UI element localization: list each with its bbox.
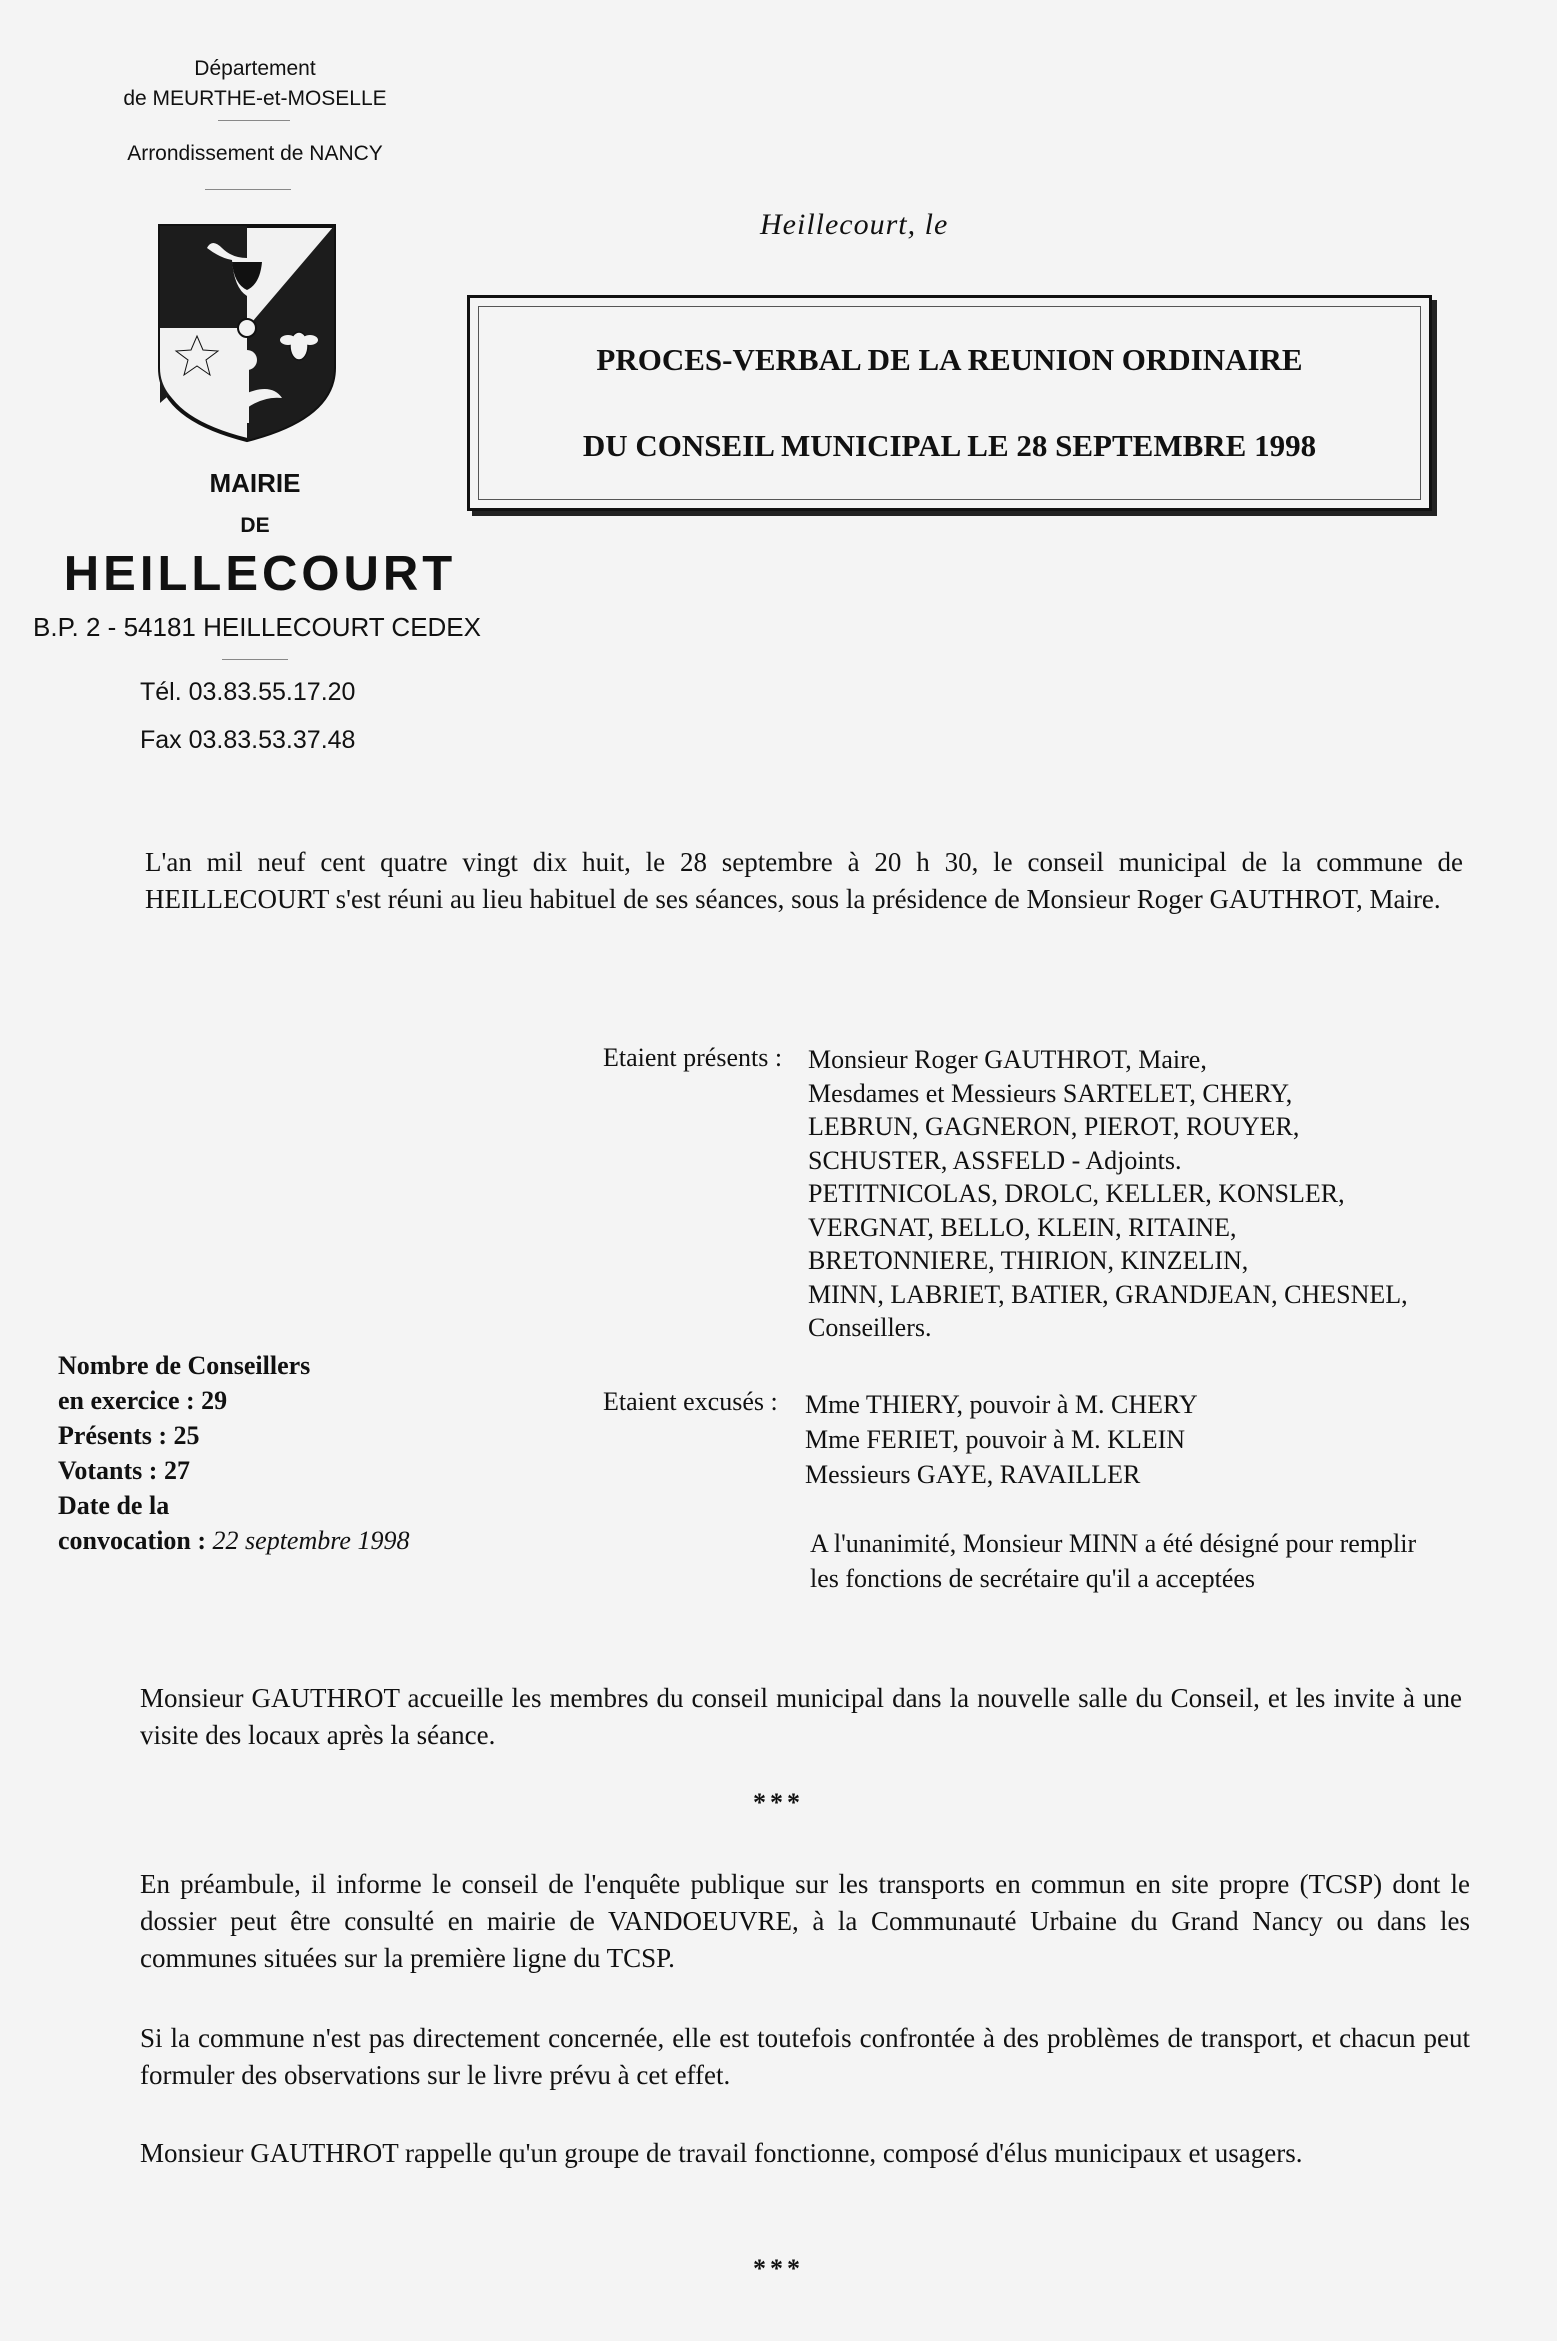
coat-of-arms-icon <box>152 218 342 448</box>
department-heading <box>80 54 430 114</box>
excuses-list <box>805 1387 1505 1492</box>
list-item: Monsieur Roger GAUTHROT, Maire, <box>808 1045 1207 1074</box>
stats-presents: Présents : 25 <box>58 1421 200 1450</box>
presents-label: Etaient présents : <box>603 1043 783 1072</box>
telephone: Tél. 03.83.55.17.20 <box>140 678 356 706</box>
council-stats <box>58 1348 558 1558</box>
place-date: Heillecourt, le <box>760 208 949 241</box>
list-item: LEBRUN, GAGNERON, PIEROT, ROUYER, <box>808 1112 1300 1141</box>
stats-exercice: en exercice : 29 <box>58 1386 228 1415</box>
secretary-note <box>810 1526 1530 1596</box>
list-item: Messieurs GAYE, RAVAILLER <box>805 1460 1141 1489</box>
title-line-1: PROCES-VERBAL DE LA REUNION ORDINAIRE <box>596 342 1303 377</box>
divider <box>222 659 288 660</box>
divider <box>205 189 291 190</box>
stats-votants: Votants : 27 <box>58 1456 190 1485</box>
list-item: PETITNICOLAS, DROLC, KELLER, KONSLER, <box>808 1179 1345 1208</box>
mairie-label: MAIRIE <box>209 468 301 498</box>
welcome-paragraph: Monsieur GAUTHROT accueille les membres du conseil municipal dans la nouvelle salle du Conseil, et les invite à une visite des locaux après la séance. <box>140 1683 1462 1750</box>
secretary-line: A l'unanimité, Monsieur MINN a été désigné pour remplir <box>810 1529 1417 1558</box>
department-line: Département <box>194 57 316 80</box>
list-item: MINN, LABRIET, BATIER, GRANDJEAN, CHESNEL, <box>808 1279 1408 1309</box>
list-item: Mme FERIET, pouvoir à M. KLEIN <box>805 1425 1186 1454</box>
stats-heading: Nombre de Conseillers <box>58 1351 311 1380</box>
secretary-line: les fonctions de secrétaire qu'il a acceptées <box>810 1564 1256 1593</box>
postal-address: B.P. 2 - 54181 HEILLECOURT CEDEX <box>33 612 481 642</box>
transport-paragraph: Si la commune n'est pas directement concernée, elle est toutefois confrontée à des problèmes de transport, et chacun peut formuler des observations sur le livre prévu à cet effet. <box>140 2023 1470 2090</box>
preamble-paragraph: En préambule, il informe le conseil de l'enquête publique sur les transports en commun en site propre (TCSP) dont le dossier peut être consulté en mairie de VANDOEUVRE, à la Communauté Urbaine du Grand Nancy ou dans les communes situées sur la première ligne du TCSP. <box>140 1869 1470 1973</box>
fax: Fax 03.83.53.37.48 <box>140 726 356 754</box>
section-separator: *** <box>753 1788 804 1817</box>
stats-convocation: convocation : 22 septembre 1998 <box>58 1526 410 1555</box>
presents-list <box>808 1043 1508 1345</box>
intro-paragraph: L'an mil neuf cent quatre vingt dix huit, le 28 septembre à 20 h 30, le conseil municipal de la commune de HEILLECOURT s'est réuni au lieu habituel de ses séances, sous la présidence de Monsieur Roger GAUTHROT, Maire. <box>145 847 1463 914</box>
list-item: SCHUSTER, ASSFELD - Adjoints. <box>808 1145 1182 1175</box>
stats-date-label: Date de la <box>58 1491 170 1520</box>
commune-name: HEILLECOURT <box>63 547 457 601</box>
title-line-2: DU CONSEIL MUNICIPAL LE 28 SEPTEMBRE 1998 <box>582 428 1317 463</box>
list-item: VERGNAT, BELLO, KLEIN, RITAINE, <box>808 1212 1237 1242</box>
department-name: de MEURTHE-et-MOSELLE <box>123 87 387 110</box>
divider <box>218 120 290 121</box>
list-item: Mesdames et Messieurs SARTELET, CHERY, <box>808 1078 1293 1108</box>
list-item: Mme THIERY, pouvoir à M. CHERY <box>805 1390 1198 1419</box>
list-item: Conseillers. <box>808 1313 932 1342</box>
de-label: DE <box>240 514 270 537</box>
title-box <box>467 295 1432 511</box>
arrondissement: Arrondissement de NANCY <box>127 142 383 165</box>
list-item: BRETONNIERE, THIRION, KINZELIN, <box>808 1246 1249 1275</box>
working-group-paragraph: Monsieur GAUTHROT rappelle qu'un groupe de travail fonctionne, composé d'élus municipaux et usagers. <box>140 2138 1303 2168</box>
excuses-label: Etaient excusés : <box>603 1387 778 1416</box>
section-separator: *** <box>753 2254 804 2283</box>
